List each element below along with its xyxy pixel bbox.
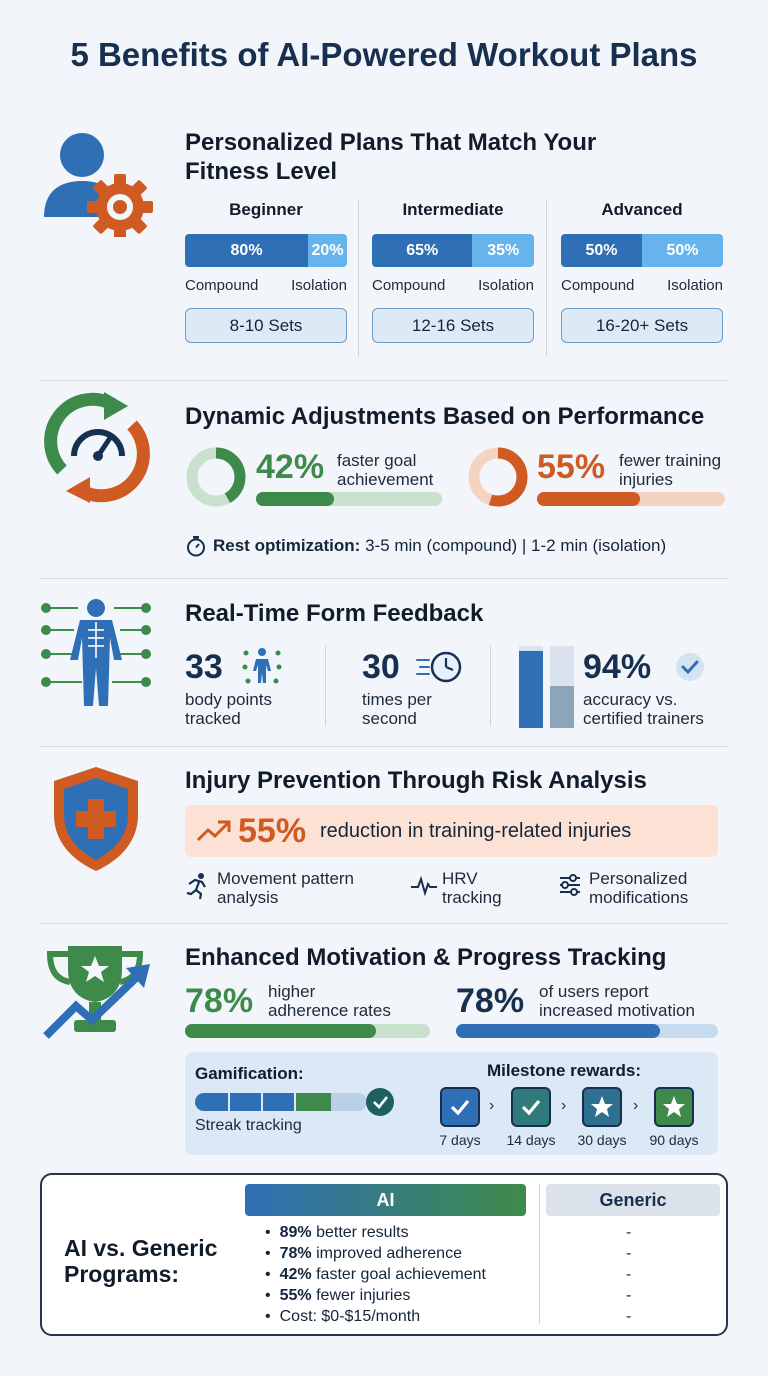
section-heading: Personalized Plans That Match Your Fitness Level xyxy=(185,129,597,185)
feature-label: Personalized modifications xyxy=(589,869,689,907)
progress-bar xyxy=(185,1024,430,1038)
comparison-table xyxy=(40,1173,728,1336)
banner-text: reduction in training-related injuries xyxy=(320,820,632,842)
split-bar: 65% 35% xyxy=(372,234,534,267)
divider xyxy=(325,646,326,726)
level-intermediate: Intermediate 65% 35% Compound Isolation 12-16 Sets xyxy=(372,200,534,343)
split-bar: 50% 50% xyxy=(561,234,723,267)
milestone-label: Milestone rewards: xyxy=(487,1061,641,1080)
banner-value: 55% xyxy=(238,812,307,850)
milestone-day: 7 days xyxy=(439,1132,481,1148)
list-item: • 55% fewer injuries xyxy=(265,1285,486,1306)
ai-column-header: AI xyxy=(245,1184,526,1216)
check-circle-icon xyxy=(675,652,705,682)
heartbeat-icon xyxy=(410,876,438,896)
divider xyxy=(358,200,359,356)
section-divider xyxy=(40,578,728,579)
check-icon xyxy=(519,1095,543,1119)
section-divider xyxy=(40,380,728,381)
split-bar: 80% 20% xyxy=(185,234,347,267)
trend-up-icon xyxy=(196,818,232,844)
progress-bar xyxy=(537,492,725,506)
milestone-badge xyxy=(440,1087,480,1127)
milestone-badge xyxy=(582,1087,622,1127)
sets-badge: 12-16 Sets xyxy=(372,308,534,343)
streak-label: Streak tracking xyxy=(195,1117,302,1134)
divider xyxy=(539,1184,540,1324)
section-heading: Real-Time Form Feedback xyxy=(185,600,484,627)
stat-label: of users report increased motivation xyxy=(539,982,695,1020)
stat-label: faster goal achievement xyxy=(337,451,434,489)
level-beginner: Beginner 80% 20% Compound Isolation 8-10 Sets xyxy=(185,200,347,343)
shield-cross-icon xyxy=(50,765,142,873)
chevron-right-icon: › xyxy=(561,1097,567,1114)
list-item: • 42% faster goal achievement xyxy=(265,1264,486,1285)
cycle-gauge-icon xyxy=(42,390,152,505)
chevron-right-icon: › xyxy=(633,1097,639,1114)
section-heading: Enhanced Motivation & Progress Tracking xyxy=(185,944,667,971)
stat-label: accuracy vs. certified trainers xyxy=(583,690,704,728)
stat-label: times per second xyxy=(362,690,432,728)
section-divider xyxy=(40,746,728,747)
feature-label: HRV tracking xyxy=(442,869,502,907)
accuracy-bars xyxy=(519,646,575,728)
milestone-badge xyxy=(654,1087,694,1127)
stat-value: 94% xyxy=(583,648,652,686)
divider xyxy=(546,200,547,356)
star-icon xyxy=(589,1094,615,1120)
stopwatch-icon xyxy=(185,535,207,557)
milestone-badge xyxy=(511,1087,551,1127)
milestone-day: 14 days xyxy=(506,1132,556,1148)
stat-label: higher adherence rates xyxy=(268,982,391,1020)
milestone-day: 90 days xyxy=(649,1132,699,1148)
list-item: • 89% better results xyxy=(265,1222,486,1243)
milestone-day: 30 days xyxy=(577,1132,627,1148)
list-item: • 78% improved adherence xyxy=(265,1243,486,1264)
stat-value: 78% xyxy=(185,982,254,1020)
body-scan-icon xyxy=(38,598,154,710)
stat-value: 55% xyxy=(537,448,606,486)
page-title: 5 Benefits of AI-Powered Workout Plans xyxy=(70,36,698,73)
donut-ring xyxy=(185,446,247,508)
section-divider xyxy=(40,923,728,924)
divider xyxy=(490,646,491,726)
stat-value: 33 xyxy=(185,648,223,686)
stat-label: body points tracked xyxy=(185,690,272,728)
gamification-label: Gamification: xyxy=(195,1064,304,1083)
generic-column-header: Generic xyxy=(546,1184,720,1216)
trophy-chart-icon xyxy=(40,940,155,1045)
progress-bar xyxy=(256,492,442,506)
ai-benefits-list xyxy=(265,1222,486,1327)
running-person-icon xyxy=(185,872,211,900)
list-item: • Cost: $0-$15/month xyxy=(265,1306,486,1327)
streak-bar xyxy=(195,1087,397,1117)
stat-value: 78% xyxy=(456,982,525,1020)
timer-speed-icon xyxy=(415,648,463,684)
star-icon xyxy=(661,1094,687,1120)
feature-label: Movement pattern analysis xyxy=(217,869,355,907)
check-icon xyxy=(448,1095,472,1119)
comparison-title: AI vs. Generic Programs: xyxy=(64,1235,218,1287)
stat-label: fewer training injuries xyxy=(619,451,722,489)
sets-badge: 8-10 Sets xyxy=(185,308,347,343)
sliders-icon xyxy=(558,873,582,897)
stat-value: 42% xyxy=(256,448,325,486)
chevron-right-icon: › xyxy=(489,1097,495,1114)
body-points-icon xyxy=(241,645,283,687)
progress-bar xyxy=(456,1024,718,1038)
section-heading: Dynamic Adjustments Based on Performance xyxy=(185,403,705,430)
sets-badge: 16-20+ Sets xyxy=(561,308,723,343)
section-heading: Injury Prevention Through Risk Analysis xyxy=(185,767,647,794)
donut-ring xyxy=(467,446,529,508)
stat-value: 30 xyxy=(362,648,400,686)
user-gear-icon xyxy=(40,125,155,237)
rest-optimization: Rest optimization: 3-5 min (compound) | 1-2 min (isolation) xyxy=(213,536,667,555)
generic-values: - - - - - xyxy=(626,1224,632,1325)
level-advanced: Advanced 50% 50% Compound Isolation 16-20+ Sets xyxy=(561,200,723,343)
